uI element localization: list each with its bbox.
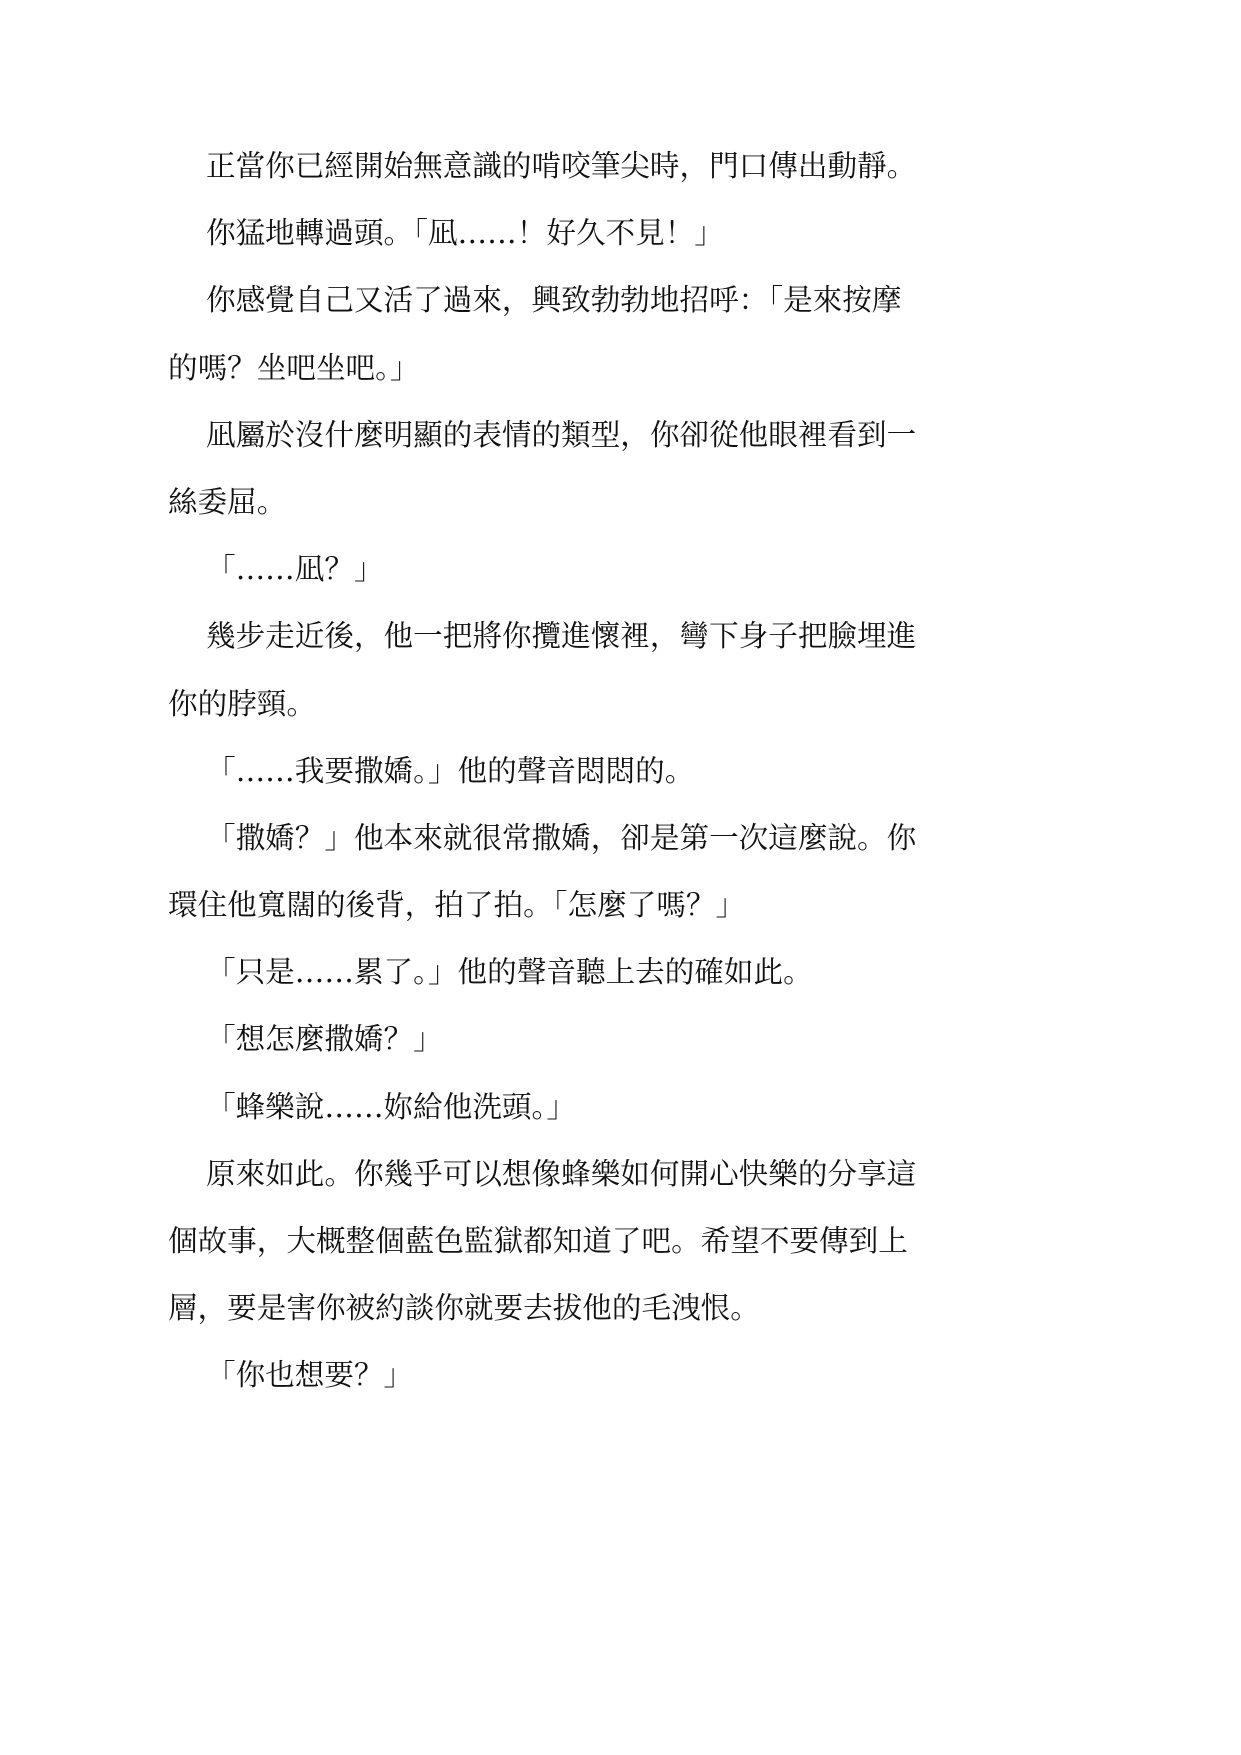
text-line: 「只是……累了。」他的聲音聽上去的確如此。 — [206, 955, 813, 990]
paragraph — [168, 805, 1068, 939]
text-line: 「想怎麼撒嬌？」 — [206, 1022, 443, 1057]
text-line: 個故事，大概整個藍色監獄都知道了吧。希望不要傳到上 — [168, 1224, 908, 1258]
paragraph — [168, 1074, 1068, 1141]
text-line: 層，要是害你被約談你就要去拔他的毛洩恨。 — [168, 1291, 760, 1326]
text-line: 「蜂樂說……妳給他洗頭。」 — [206, 1089, 576, 1124]
paragraph — [168, 1342, 1068, 1409]
text-line: 絲委屈。 — [168, 484, 287, 519]
text-line: 環住他寬闊的後背，拍了拍。「怎麼了嗎？」 — [168, 888, 746, 923]
paragraph — [168, 133, 1068, 200]
text-line: 你的脖頸。 — [168, 686, 316, 721]
paragraph — [168, 939, 1068, 1006]
paragraph — [168, 267, 1068, 401]
text-line: 「……我要撒嬌。」他的聲音悶悶的。 — [206, 753, 695, 788]
text-line: 正當你已經開始無意識的啃咬筆尖時，門口傳出動靜。 — [206, 149, 917, 183]
text-line: 幾步走近後，他一把將你攬進懷裡，彎下身子把臉埋進 — [206, 619, 917, 654]
text-line: 的嗎？坐吧坐吧。」 — [168, 350, 420, 385]
text-line: 「你也想要？」 — [206, 1358, 414, 1393]
paragraph — [168, 1006, 1068, 1073]
paragraph — [168, 536, 1068, 603]
text-line: 「……凪？」 — [206, 552, 384, 587]
text-line: 原來如此。你幾乎可以想像蜂樂如何開心快樂的分享這 — [206, 1156, 917, 1191]
text-line: 你感覺自己又活了過來，興致勃勃地招呼：「是來按摩 — [206, 283, 902, 318]
paragraph — [168, 200, 1068, 267]
text-line: 你猛地轉過頭。「凪……！好久不見！」 — [206, 216, 724, 251]
paragraph — [168, 1141, 1068, 1343]
text-line: 「撒嬌？」他本來就很常撒嬌，卻是第一次這麼說。你 — [206, 820, 917, 855]
body-text — [168, 133, 1068, 1410]
paragraph — [168, 603, 1068, 737]
text-line: 凪屬於沒什麼明顯的表情的類型，你卻從他眼裡看到一 — [206, 417, 917, 452]
paragraph — [168, 738, 1068, 805]
paragraph — [168, 402, 1068, 536]
